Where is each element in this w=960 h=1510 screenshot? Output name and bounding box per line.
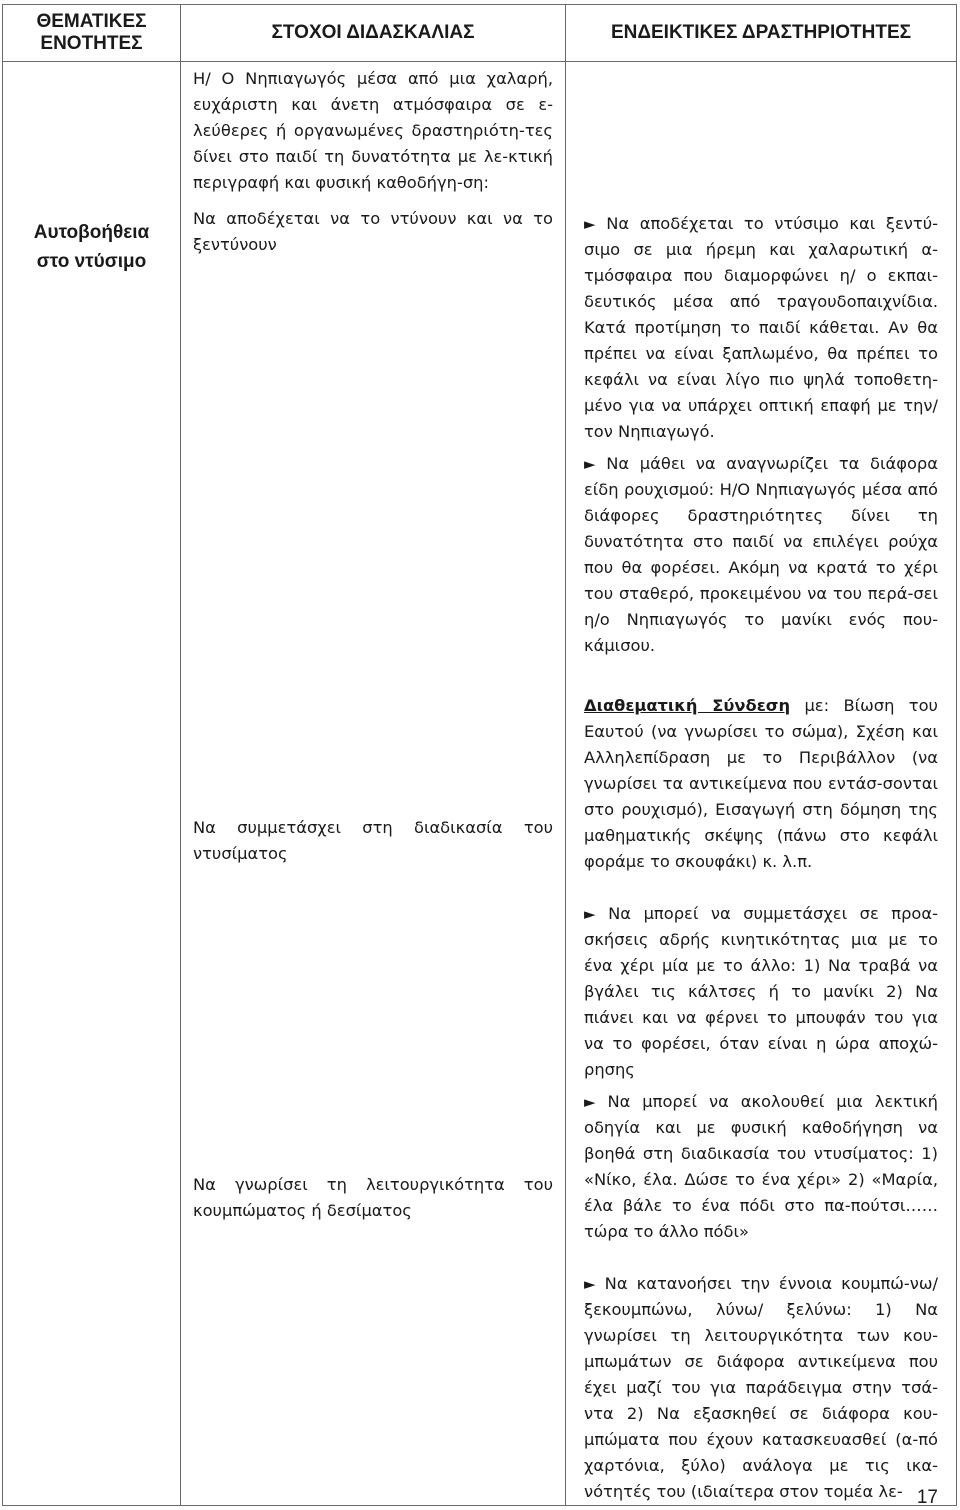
activity-text: Να αποδέχεται το ντύσιμο και ξεντύ-σιμο σε μια ήρεμη και χαλαρωτική α-τμόσφαιρα που διαμορφώνει η/ ο εκπαι-δευτικός μέσα από τραγουδοπαιχνίδια. Κατά προτίμηση το παιδί κάθεται. Αν θα πρέπει να είναι ξαπλωμένο, θα πρέπει το κεφάλι να είναι λίγο πιο ψηλά τοποθετη-μένο για να υπάρχει οπτική επαφή με την/ τον Νηπιαγωγό. [584,214,938,441]
bullet-arrow-icon: ► [584,455,596,473]
activity-text: Να μπορεί να ακολουθεί μια λεκτική οδηγία και με φυσική καθοδήγηση να βοηθά στη διαδικασία του ντυσίματος: 1) «Νίκο, έλα. Δώσε το ένα χέρι» 2) «Μαρία, έλα βάλε το ένα πόδι στο πα-πούτσι…… τώρα το άλλο πόδι» [584,1092,938,1241]
activity-text: Να μάθει να αναγνωρίζει τα διάφορα είδη ρουχισμού: Η/Ο Νηπιαγωγός μέσα από διάφορες δραστηριότητες δίνει τη δυνατότητα στο παιδί να επιλέγει ρούχα που θα φορέσει. Ακόμη να κρατά το χέρι του σταθερό, προκειμένου να του περά-σει η/ο Νηπιαγωγός το μανίκι ενός που-κάμισου. [584,454,938,655]
activities-cell [566,62,957,1506]
header-row [3,5,957,62]
bullet-arrow-icon: ► [584,215,596,233]
bullet-arrow-icon: ► [584,1275,596,1293]
activity-buttoning [584,1271,938,1505]
activity-clothing-types [584,451,938,659]
activity-text: Να κατανοήσει την έννοια κουμπώ-νω/ ξεκουμπώνω, λύνω/ ξελύνω: 1) Να γνωρίσει τη λειτουργικότητα των κου-μπωμάτων σε διάφορα αντικείμενα που έχει μαζί του για παράδειγμα στην τσά-ντα 2) Να εξασκηθεί σε διάφορα κου-μπώματα που έχουν κατασκευασθεί (α-πό χαρτόνια, ξύλο) ανάλογα με τις ικα-νότητές του (ιδιαίτερα στον τομέα λε- [584,1274,938,1501]
cross-curricular-text: με: Βίωση του Εαυτού (να γνωρίσει το σώμα), Σχέση και Αλληλεπίδραση με το Περιβάλλον (να γνωρίσει τα αντικείμενα που εντάσ-σονται στο ρουχισμό), Εισαγωγή στη δόμηση της μαθηματικής σκέψης (πάνω στο κεφάλι φοράμε το σκουφάκι) κ. λ.π. [584,696,938,871]
activity-verbal-instruction [584,1089,938,1245]
cross-curricular-link [584,693,938,875]
header-topics: ΘΕΜΑΤΙΚΕΣ ΕΝΟΤΗΤΕΣ [3,5,181,62]
curriculum-table [2,4,957,1506]
goal-accept-dressing: Να αποδέχεται να το ντύνουν και να το ξεντύνουν [193,209,553,254]
topic-label: Αυτοβοήθεια στο ντύσιμο [33,222,150,272]
goals-cell [181,62,566,1506]
header-activities: ΕΝΔΕΙΚΤΙΚΕΣ ΔΡΑΣΤΗΡΙΟΤΗΤΕΣ [566,5,957,62]
topic-cell [3,62,181,1506]
activity-gross-motor [584,901,938,1083]
page-number: 17 [916,1487,938,1508]
goal-buttoning-function: Να γνωρίσει τη λειτουργικότητα του κουμπώματος ή δεσίματος [193,1175,553,1220]
content-row [3,62,957,1506]
activity-accept-dressing [584,211,938,445]
bullet-arrow-icon: ► [584,1093,596,1111]
bullet-arrow-icon: ► [584,905,596,923]
goals-intro: Η/ Ο Νηπιαγωγός μέσα από μια χαλαρή, ευχάριστη και άνετη ατμόσφαιρα σε ε-λεύθερες ή οργανωμένες δραστηριότη-τες δίνει στο παιδί τη δυνατότητα με λε-κτική περιγραφή και φυσική καθοδήγη-ση: [193,69,553,192]
cross-curricular-label: Διαθεματική Σύνδεση [584,696,791,715]
goal-participate-dressing: Να συμμετάσχει στη διαδικασία του ντυσίματος [193,818,553,863]
header-goals: ΣΤΟΧΟΙ ΔΙΔΑΣΚΑΛΙΑΣ [181,5,566,62]
activity-text: Να μπορεί να συμμετάσχει σε προα-σκήσεις αδρής κινητικότητας μια με το ένα χέρι μία με το άλλο: 1) Να τραβά να βγάλει τις κάλτσες ή το μανίκι 2) Να πιάνει και να φέρνει το μπουφάν του για να το φορέσει, όταν είναι η ώρα αποχώ-ρησης [584,904,939,1079]
